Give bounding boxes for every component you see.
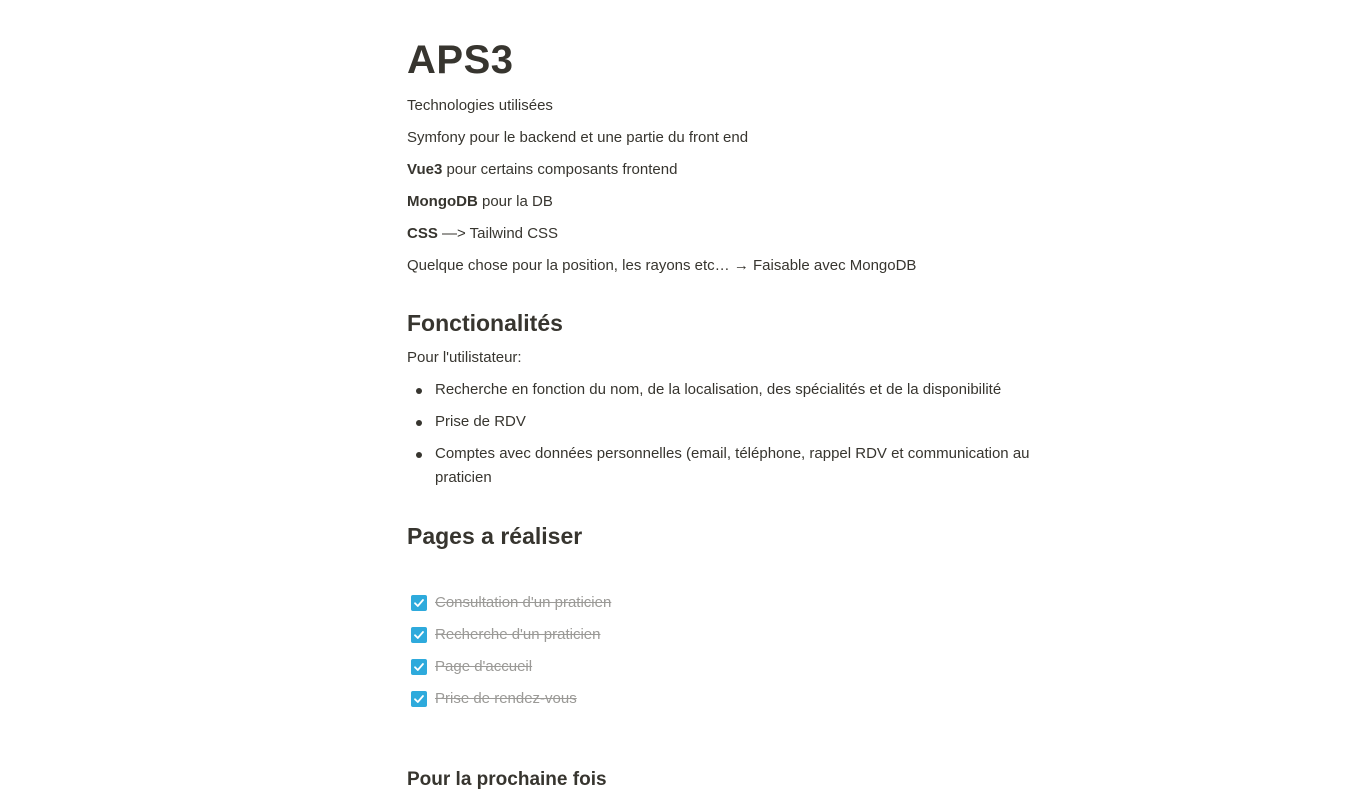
- list-item: [407, 442, 1087, 490]
- bullet-dot-icon: [416, 420, 422, 426]
- list-item-text: Recherche en fonction du nom, de la localisation, des spécialités et de la disponibilité: [435, 381, 1002, 398]
- checkbox-checked-icon[interactable]: [411, 659, 427, 675]
- bullet-dot-icon: [416, 452, 422, 458]
- todo-label: Page d'accueil: [435, 658, 533, 675]
- mongo-bold: MongoDB: [407, 193, 478, 210]
- symfony-line: Symfony pour le backend et une partie du front end: [407, 129, 749, 146]
- todo-label: Consultation d'un praticien: [435, 594, 612, 611]
- list-item-text: Prise de RDV: [435, 413, 526, 430]
- todo-item[interactable]: [407, 655, 532, 679]
- css-line: [407, 222, 558, 246]
- technologies-label: Technologies utilisées: [407, 97, 553, 114]
- vue-bold: Vue3: [407, 161, 443, 178]
- todo-item[interactable]: [407, 591, 611, 615]
- mongo-line: [407, 190, 553, 214]
- vue-rest: pour certains composants frontend: [442, 161, 678, 178]
- next-time-heading: Pour la prochaine fois: [407, 769, 607, 790]
- vue-line: [407, 158, 677, 182]
- position-line: Quelque chose pour la position, les rayons etc… → Faisable avec MongoDB: [407, 257, 917, 274]
- mongo-rest: pour la DB: [477, 193, 553, 210]
- list-item: [407, 378, 1087, 402]
- page-title: APS3: [407, 38, 514, 82]
- todo-label: Prise de rendez-vous: [435, 690, 577, 707]
- css-rest: —> Tailwind CSS: [437, 225, 559, 242]
- pages-heading: Pages a réaliser: [407, 523, 583, 549]
- features-heading: Fonctionalités: [407, 310, 563, 336]
- list-item-text: Comptes avec données personnelles (email, téléphone, rappel RDV et communication au praticien: [435, 445, 1030, 486]
- for-user-label: Pour l'utilistateur:: [407, 349, 522, 366]
- css-bold: CSS: [407, 225, 438, 242]
- checkbox-checked-icon[interactable]: [411, 627, 427, 643]
- checkbox-checked-icon[interactable]: [411, 595, 427, 611]
- todo-label: Recherche d'un praticien: [435, 626, 601, 643]
- list-item: [407, 410, 1087, 434]
- checkbox-checked-icon[interactable]: [411, 691, 427, 707]
- todo-item[interactable]: [407, 623, 600, 647]
- todo-item[interactable]: [407, 687, 577, 711]
- bullet-dot-icon: [416, 388, 422, 394]
